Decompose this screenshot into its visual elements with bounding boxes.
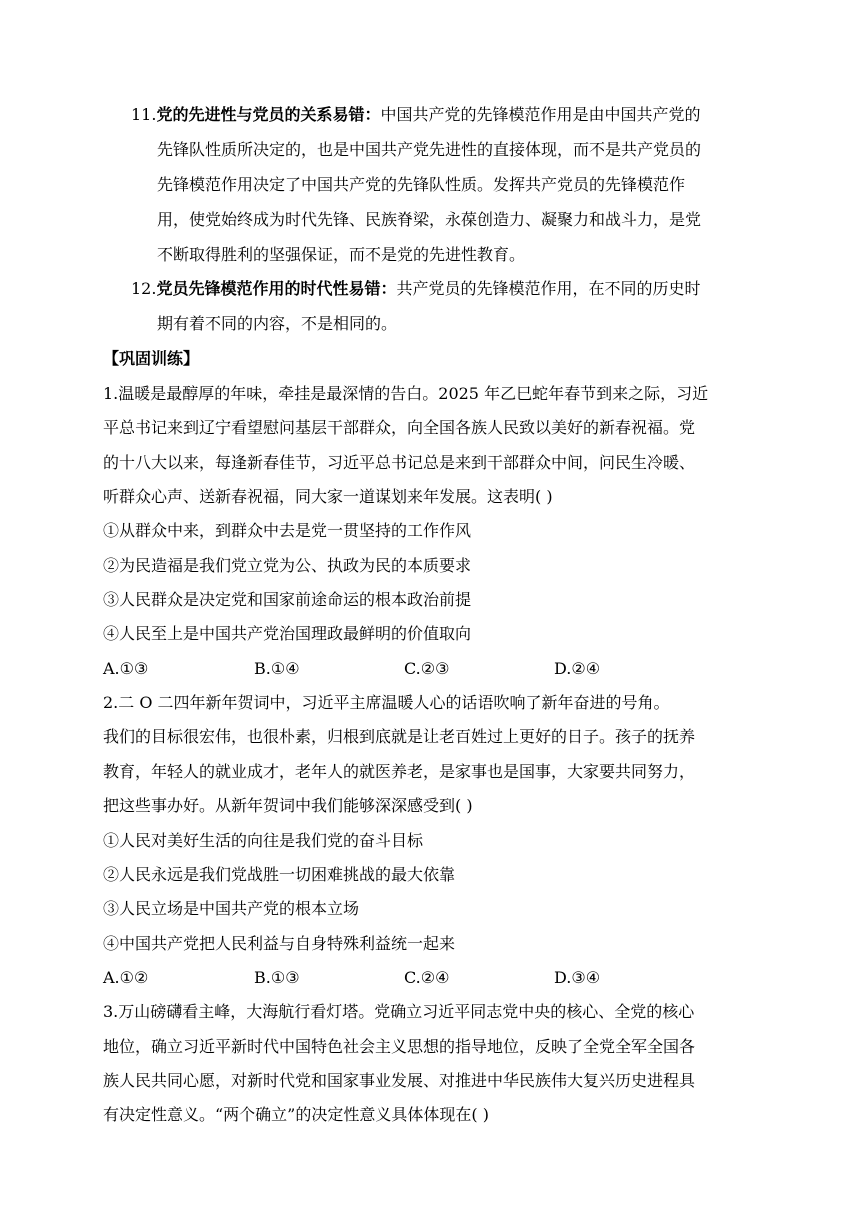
q3-line-4: 有决定性意义。“两个确立”的决定性意义具体体现在( ) bbox=[103, 1105, 489, 1124]
section-title: 【巩固训练】 bbox=[103, 349, 200, 368]
item-11-line-2: 先锋队性质所决定的，也是中国共产党先进性的直接体现，而不是共产党员的 bbox=[157, 140, 702, 159]
item-11-line-4: 用，使党始终成为时代先锋、民族脊梁，永葆创造力、凝聚力和战斗力，是党 bbox=[157, 210, 702, 229]
q2-option-c: C.②④ bbox=[404, 968, 450, 987]
q2-statement-1: ①人民对美好生活的向往是我们党的奋斗目标 bbox=[103, 831, 424, 850]
q1-option-b: B.①④ bbox=[254, 659, 300, 678]
q2-option-b: B.①③ bbox=[254, 968, 300, 987]
q1-option-a: A.①③ bbox=[103, 659, 149, 678]
q1-line-2: 平总书记来到辽宁看望慰问基层干部群众，向全国各族人民致以美好的新春祝福。党 bbox=[103, 418, 696, 437]
q1-statement-2: ②为民造福是我们党立党为公、执政为民的本质要求 bbox=[103, 556, 472, 575]
item-11-text-1: 中国共产党的先锋模范作用是由中国共产党的 bbox=[380, 105, 701, 124]
q2-statement-3: ③人民立场是中国共产党的根本立场 bbox=[103, 899, 360, 918]
q3-line-3: 族人民共同心愿，对新时代党和国家事业发展、对推进中华民族伟大复兴历史进程具 bbox=[103, 1071, 696, 1090]
item-11-line-5: 不断取得胜利的坚强保证，而不是党的先进性教育。 bbox=[157, 245, 526, 264]
q1-statement-3: ③人民群众是决定党和国家前途命运的根本政治前提 bbox=[103, 590, 472, 609]
item-12-text-1: 共产党员的先锋模范作用，在不同的历史时 bbox=[396, 279, 701, 298]
item-11-number: 11. bbox=[131, 105, 157, 124]
q2-line-1: 2.二 O 二四年新年贺词中，习近平主席温暖人心的话语吹响了新年奋进的号角。 bbox=[103, 693, 670, 712]
q2-option-d: D.③④ bbox=[554, 968, 601, 987]
q2-line-2: 我们的目标很宏伟，也很朴素，归根到底就是让老百姓过上更好的日子。孩子的抚养 bbox=[103, 727, 696, 746]
q1-option-d: D.②④ bbox=[554, 659, 601, 678]
item-11-line-1 bbox=[131, 105, 700, 125]
item-12-heading: 党员先锋模范作用的时代性易错： bbox=[156, 279, 397, 298]
q1-statement-1: ①从群众中来，到群众中去是党一贯坚持的工作作风 bbox=[103, 521, 472, 540]
item-12-line-1 bbox=[131, 279, 700, 299]
q3-line-1: 3.万山磅礴看主峰，大海航行看灯塔。党确立习近平同志党中央的核心、全党的核心 bbox=[103, 1002, 695, 1021]
q1-line-1: 1.温暖是最醇厚的年味，牵挂是最深情的告白。2025 年乙巳蛇年春节到来之际，习近 bbox=[103, 384, 709, 403]
item-12-number: 12. bbox=[131, 279, 157, 298]
q1-line-4: 听群众心声、送新春祝福，同大家一道谋划来年发展。这表明( ) bbox=[103, 487, 553, 506]
q2-statement-4: ④中国共产党把人民利益与自身特殊利益统一起来 bbox=[103, 934, 456, 953]
item-12-line-2: 期有着不同的内容，不是相同的。 bbox=[157, 314, 398, 333]
q2-line-3: 教育，年轻人的就业成才，老年人的就医养老，是家事也是国事，大家要共同努力， bbox=[103, 762, 696, 781]
q1-option-c: C.②③ bbox=[404, 659, 450, 678]
q1-statement-4: ④人民至上是中国共产党治国理政最鲜明的价值取向 bbox=[103, 624, 472, 643]
q1-line-3: 的十八大以来，每逢新春佳节，习近平总书记总是来到干部群众中间，问民生冷暖、 bbox=[103, 453, 696, 472]
q2-statement-2: ②人民永远是我们党战胜一切困难挑战的最大依靠 bbox=[103, 865, 456, 884]
q3-line-2: 地位，确立习近平新时代中国特色社会主义思想的指导地位，反映了全党全军全国各 bbox=[103, 1037, 696, 1056]
item-11-heading: 党的先进性与党员的关系易错： bbox=[156, 105, 381, 124]
q2-option-a: A.①② bbox=[103, 968, 149, 987]
q2-line-4: 把这些事办好。从新年贺词中我们能够深深感受到( ) bbox=[103, 796, 473, 815]
item-11-line-3: 先锋模范作用决定了中国共产党的先锋队性质。发挥共产党员的先锋模范作 bbox=[157, 175, 686, 194]
